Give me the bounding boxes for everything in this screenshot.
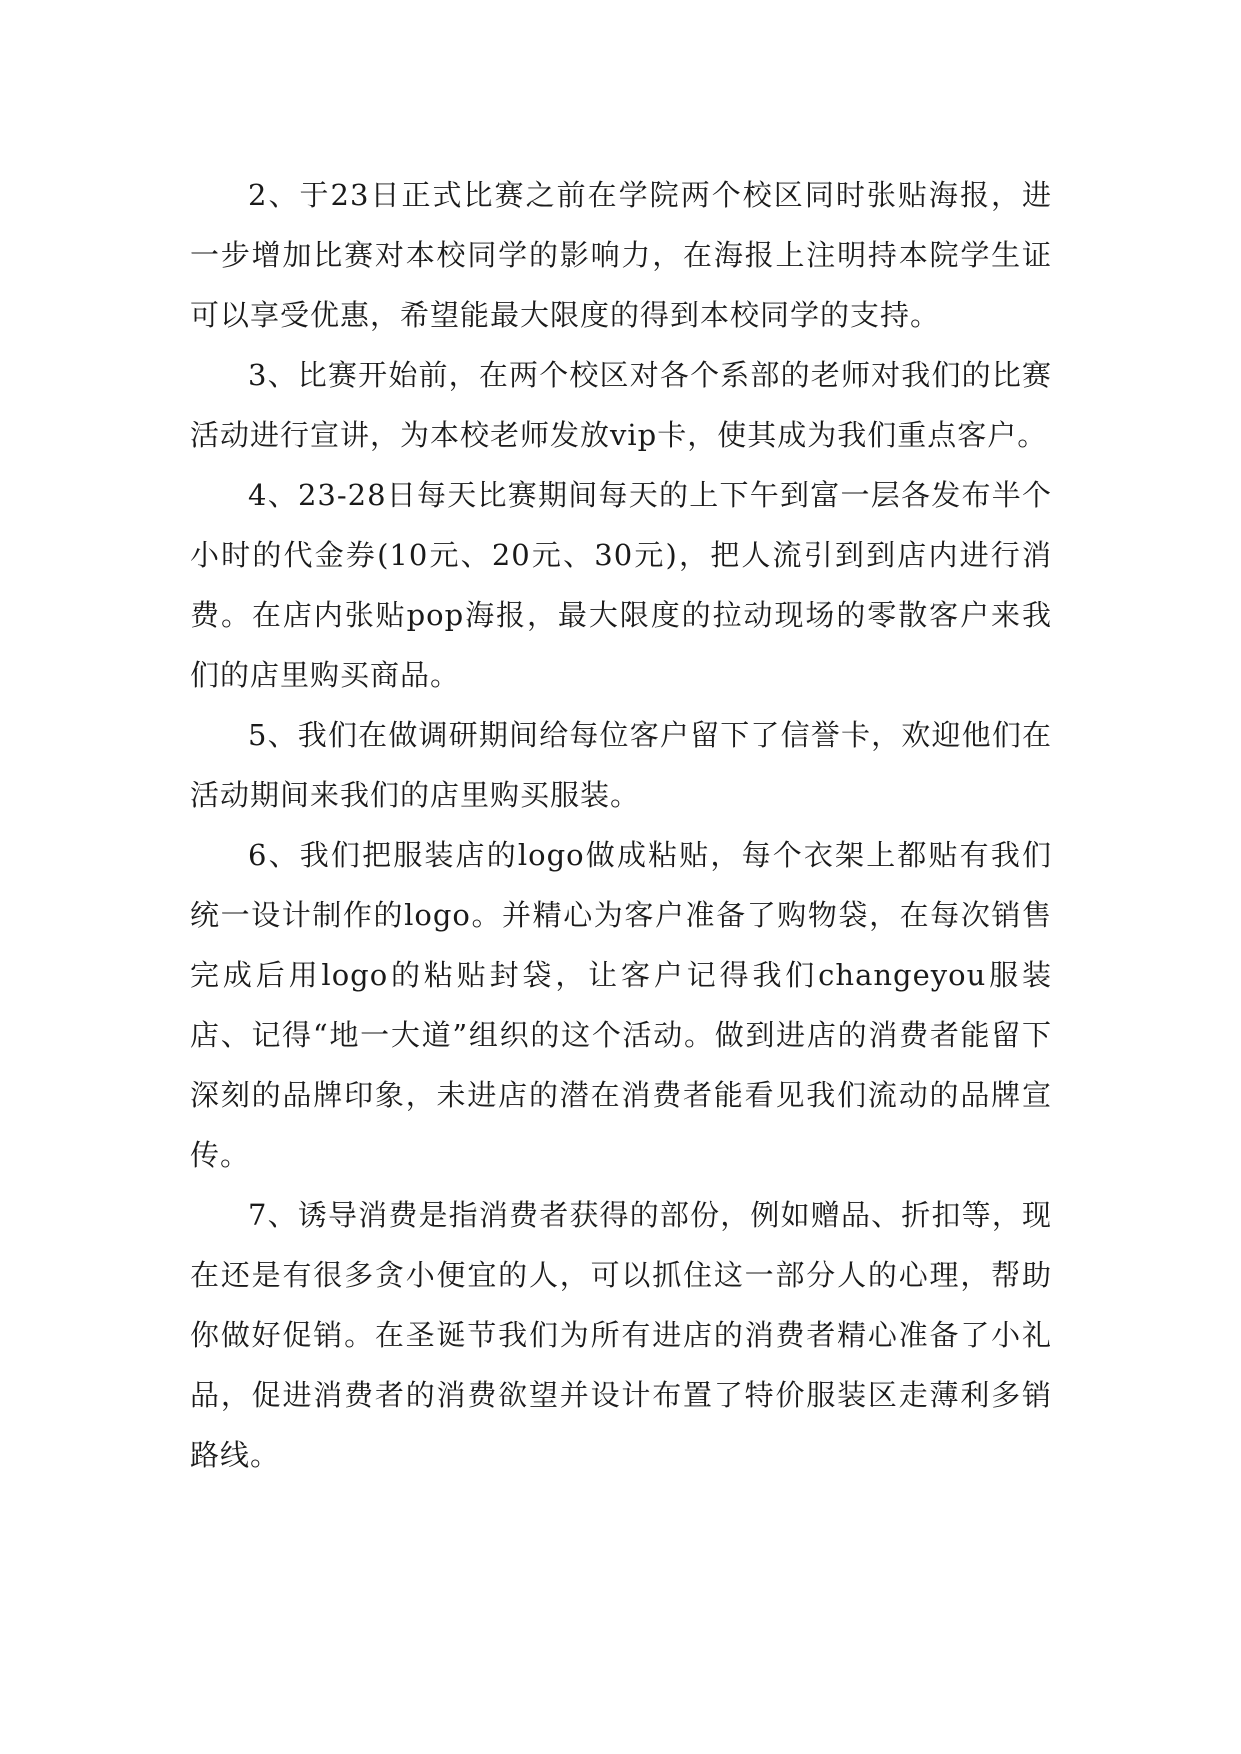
- document-body: [190, 165, 1052, 1485]
- paragraph-5: 5、我们在做调研期间给每位客户留下了信誉卡，欢迎他们在活动期间来我们的店里购买服装。: [190, 718, 1052, 812]
- paragraph-4: 4、23-28日每天比赛期间每天的上下午到富一层各发布半个小时的代金券(10元、20元、30元)，把人流引到到店内进行消费。在店内张贴pop海报，最大限度的拉动现场的零散客户来我们的店里购买商品。: [190, 478, 1052, 692]
- paragraph-3: 3、比赛开始前，在两个校区对各个系部的老师对我们的比赛活动进行宣讲，为本校老师发放vip卡，使其成为我们重点客户。: [190, 358, 1052, 452]
- paragraph-7: 7、诱导消费是指消费者获得的部份，例如赠品、折扣等，现在还是有很多贪小便宜的人，可以抓住这一部分人的心理，帮助你做好促销。在圣诞节我们为所有进店的消费者精心准备了小礼品，促进消费者的消费欲望并设计布置了特价服装区走薄利多销路线。: [190, 1198, 1052, 1472]
- paragraph-6: 6、我们把服装店的logo做成粘贴，每个衣架上都贴有我们统一设计制作的logo。并精心为客户准备了购物袋，在每次销售完成后用logo的粘贴封袋，让客户记得我们changeyou服装店、记得“地一大道”组织的这个活动。做到进店的消费者能留下深刻的品牌印象，未进店的潜在消费者能看见我们流动的品牌宣传。: [190, 838, 1052, 1172]
- paragraph-2: 2、于23日正式比赛之前在学院两个校区同时张贴海报，进一步增加比赛对本校同学的影响力，在海报上注明持本院学生证可以享受优惠，希望能最大限度的得到本校同学的支持。: [190, 178, 1052, 332]
